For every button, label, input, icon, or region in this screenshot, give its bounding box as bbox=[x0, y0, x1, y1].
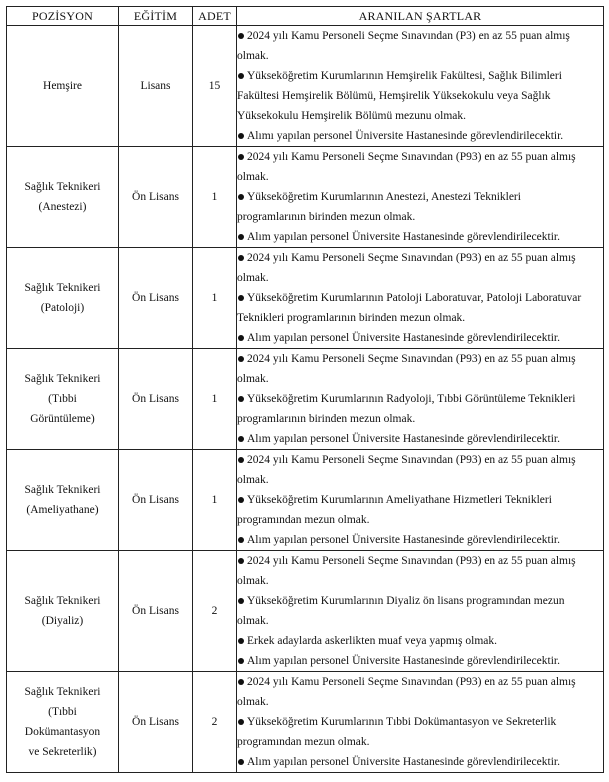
table-row bbox=[7, 349, 604, 450]
requirement-line bbox=[237, 510, 603, 530]
table-row bbox=[7, 26, 604, 147]
requirement-line bbox=[237, 672, 603, 692]
bullet-icon bbox=[238, 295, 244, 301]
requirements-cell bbox=[237, 26, 604, 147]
requirement-line bbox=[237, 66, 603, 86]
requirement-text: programından mezun olmak. bbox=[237, 736, 370, 748]
requirement-text: Yükseköğretim Kurumlarının Anestezi, Anestezi Teknikleri bbox=[247, 191, 521, 203]
requirement-line bbox=[237, 26, 603, 46]
requirement-line bbox=[237, 692, 603, 712]
bullet-icon bbox=[238, 497, 244, 503]
position-line: (Tıbbi bbox=[48, 706, 77, 718]
requirement-text: olmak. bbox=[237, 575, 269, 587]
requirement-text: 2024 yılı Kamu Personeli Seçme Sınavından (P93) en az 55 puan almış bbox=[247, 353, 576, 365]
requirements-cell bbox=[237, 349, 604, 450]
requirement-text: olmak. bbox=[237, 474, 269, 486]
requirement-line bbox=[237, 288, 603, 308]
requirement-line bbox=[237, 126, 603, 146]
requirements-table bbox=[6, 6, 604, 773]
bullet-icon bbox=[238, 638, 244, 644]
requirement-text: Alımı yapılan personel Üniversite Hastanesinde görevlendirilecektir. bbox=[247, 130, 564, 142]
count-cell: 2 bbox=[193, 551, 237, 672]
requirement-line bbox=[237, 450, 603, 470]
requirement-text: 2024 yılı Kamu Personeli Seçme Sınavından (P3) en az 55 puan almış bbox=[247, 30, 570, 42]
requirement-text: Yükseköğretim Kurumlarının Patoloji Laboratuvar, Patoloji Laboratuvar bbox=[247, 292, 582, 304]
position-cell bbox=[7, 147, 119, 248]
requirement-text: olmak. bbox=[237, 615, 269, 627]
requirement-line bbox=[237, 369, 603, 389]
header-education: EĞİTİM bbox=[119, 7, 193, 26]
requirement-line bbox=[237, 328, 603, 348]
requirements-cell bbox=[237, 551, 604, 672]
position-line: Sağlık Teknikeri bbox=[24, 373, 101, 385]
requirement-line bbox=[237, 409, 603, 429]
table-row bbox=[7, 147, 604, 248]
position-cell bbox=[7, 450, 119, 551]
requirement-line bbox=[237, 308, 603, 328]
requirements-cell bbox=[237, 450, 604, 551]
requirement-line bbox=[237, 167, 603, 187]
requirement-text: Yükseköğretim Kurumlarının Diyaliz ön lisans programından mezun bbox=[247, 595, 565, 607]
position-line: Sağlık Teknikeri bbox=[24, 595, 101, 607]
position-line: Sağlık Teknikeri bbox=[24, 484, 101, 496]
requirement-line bbox=[237, 591, 603, 611]
requirement-text: Yükseköğretim Kurumlarının Tıbbi Dokümantasyon ve Sekreterlik bbox=[247, 716, 557, 728]
bullet-icon bbox=[238, 33, 244, 39]
requirement-line bbox=[237, 752, 603, 772]
requirements-table-wrapper bbox=[6, 6, 604, 773]
education-cell: Ön Lisans bbox=[119, 450, 193, 551]
requirement-text: Alım yapılan personel Üniversite Hastanesinde görevlendirilecektir. bbox=[247, 534, 560, 546]
requirement-text: programlarının birinden mezun olmak. bbox=[237, 211, 416, 223]
position-line: Dokümantasyon bbox=[24, 726, 101, 738]
requirement-line bbox=[237, 248, 603, 268]
position-cell bbox=[7, 349, 119, 450]
bullet-icon bbox=[238, 194, 244, 200]
table-row bbox=[7, 551, 604, 672]
header-requirements: ARANILAN ŞARTLAR bbox=[237, 7, 604, 26]
education-cell: Lisans bbox=[119, 26, 193, 147]
position-line: Sağlık Teknikeri bbox=[24, 282, 101, 294]
table-body bbox=[7, 26, 604, 773]
requirement-line bbox=[237, 46, 603, 66]
table-row bbox=[7, 672, 604, 773]
position-cell bbox=[7, 26, 119, 147]
requirement-text: olmak. bbox=[237, 696, 269, 708]
requirement-line bbox=[237, 389, 603, 409]
requirement-line bbox=[237, 631, 603, 651]
requirement-line bbox=[237, 712, 603, 732]
requirement-line bbox=[237, 490, 603, 510]
position-line: ve Sekreterlik) bbox=[28, 746, 97, 758]
requirement-line bbox=[237, 86, 603, 106]
position-cell bbox=[7, 551, 119, 672]
requirements-cell bbox=[237, 672, 604, 773]
requirement-text: 2024 yılı Kamu Personeli Seçme Sınavından (P93) en az 55 puan almış bbox=[247, 555, 576, 567]
bullet-icon bbox=[238, 537, 244, 543]
bullet-icon bbox=[238, 759, 244, 765]
bullet-icon bbox=[238, 234, 244, 240]
requirement-line bbox=[237, 106, 603, 126]
education-cell: Ön Lisans bbox=[119, 147, 193, 248]
bullet-icon bbox=[238, 658, 244, 664]
count-cell: 1 bbox=[193, 147, 237, 248]
position-line: Sağlık Teknikeri bbox=[24, 181, 101, 193]
position-line: Görüntüleme) bbox=[30, 413, 95, 425]
requirement-line bbox=[237, 227, 603, 247]
requirement-text: programlarının birinden mezun olmak. bbox=[237, 413, 416, 425]
position-line: Hemşire bbox=[43, 80, 82, 92]
bullet-icon bbox=[238, 558, 244, 564]
position-line: (Ameliyathane) bbox=[26, 504, 99, 516]
bullet-icon bbox=[238, 73, 244, 79]
requirement-line bbox=[237, 207, 603, 227]
requirement-text: 2024 yılı Kamu Personeli Seçme Sınavından (P93) en az 55 puan almış bbox=[247, 252, 576, 264]
header-count: ADET bbox=[193, 7, 237, 26]
position-line: (Tıbbi bbox=[48, 393, 77, 405]
position-line: (Anestezi) bbox=[38, 201, 87, 213]
requirement-line bbox=[237, 268, 603, 288]
bullet-icon bbox=[238, 356, 244, 362]
requirements-cell bbox=[237, 248, 604, 349]
count-cell: 15 bbox=[193, 26, 237, 147]
table-row bbox=[7, 248, 604, 349]
bullet-icon bbox=[238, 679, 244, 685]
requirement-text: olmak. bbox=[237, 171, 269, 183]
requirement-text: Alım yapılan personel Üniversite Hastanesinde görevlendirilecektir. bbox=[247, 655, 560, 667]
bullet-icon bbox=[238, 154, 244, 160]
bullet-icon bbox=[238, 436, 244, 442]
position-cell bbox=[7, 672, 119, 773]
bullet-icon bbox=[238, 335, 244, 341]
requirement-line bbox=[237, 470, 603, 490]
requirement-text: Teknikleri programlarının birinden mezun olmak. bbox=[237, 312, 466, 324]
requirement-text: Fakültesi Hemşirelik Bölümü, Hemşirelik Yüksekokulu veya Sağlık bbox=[237, 90, 551, 102]
requirement-line bbox=[237, 651, 603, 671]
requirement-text: 2024 yılı Kamu Personeli Seçme Sınavından (P93) en az 55 puan almış bbox=[247, 676, 576, 688]
requirement-line bbox=[237, 429, 603, 449]
requirement-text: Yüksekokulu Hemşirelik Bölümü mezunu olmak. bbox=[237, 110, 467, 122]
bullet-icon bbox=[238, 598, 244, 604]
requirement-text: Alım yapılan personel Üniversite Hastanesinde görevlendirilecektir. bbox=[247, 756, 560, 768]
requirement-line bbox=[237, 349, 603, 369]
requirement-line bbox=[237, 571, 603, 591]
requirement-text: 2024 yılı Kamu Personeli Seçme Sınavından (P93) en az 55 puan almış bbox=[247, 151, 576, 163]
education-cell: Ön Lisans bbox=[119, 551, 193, 672]
requirement-text: olmak. bbox=[237, 373, 269, 385]
bullet-icon bbox=[238, 396, 244, 402]
requirement-text: Alım yapılan personel Üniversite Hastanesinde görevlendirilecektir. bbox=[247, 433, 560, 445]
requirement-text: Alım yapılan personel Üniversite Hastanesinde görevlendirilecektir. bbox=[247, 332, 560, 344]
requirement-text: olmak. bbox=[237, 50, 269, 62]
count-cell: 1 bbox=[193, 450, 237, 551]
header-position: POZİSYON bbox=[7, 7, 119, 26]
position-cell bbox=[7, 248, 119, 349]
bullet-icon bbox=[238, 719, 244, 725]
requirement-line bbox=[237, 551, 603, 571]
requirements-cell bbox=[237, 147, 604, 248]
bullet-icon bbox=[238, 457, 244, 463]
requirement-line bbox=[237, 147, 603, 167]
requirement-line bbox=[237, 611, 603, 631]
requirement-line bbox=[237, 530, 603, 550]
count-cell: 2 bbox=[193, 672, 237, 773]
requirement-line bbox=[237, 732, 603, 752]
requirement-line bbox=[237, 187, 603, 207]
requirement-text: Yükseköğretim Kurumlarının Radyoloji, Tıbbi Görüntüleme Teknikleri bbox=[247, 393, 576, 405]
requirement-text: 2024 yılı Kamu Personeli Seçme Sınavından (P93) en az 55 puan almış bbox=[247, 454, 576, 466]
bullet-icon bbox=[238, 133, 244, 139]
count-cell: 1 bbox=[193, 349, 237, 450]
bullet-icon bbox=[238, 255, 244, 261]
header-row bbox=[7, 7, 604, 26]
education-cell: Ön Lisans bbox=[119, 248, 193, 349]
requirement-text: Erkek adaylarda askerlikten muaf veya yapmış olmak. bbox=[247, 635, 498, 647]
position-line: (Diyaliz) bbox=[41, 615, 84, 627]
position-line: Sağlık Teknikeri bbox=[24, 686, 101, 698]
education-cell: Ön Lisans bbox=[119, 349, 193, 450]
requirement-text: Yükseköğretim Kurumlarının Hemşirelik Fakültesi, Sağlık Bilimleri bbox=[247, 70, 562, 82]
table-row bbox=[7, 450, 604, 551]
requirement-text: Alım yapılan personel Üniversite Hastanesinde görevlendirilecektir. bbox=[247, 231, 560, 243]
education-cell: Ön Lisans bbox=[119, 672, 193, 773]
position-line: (Patoloji) bbox=[40, 302, 85, 314]
requirement-text: programından mezun olmak. bbox=[237, 514, 370, 526]
requirement-text: Yükseköğretim Kurumlarının Ameliyathane Hizmetleri Teknikleri bbox=[247, 494, 552, 506]
count-cell: 1 bbox=[193, 248, 237, 349]
requirement-text: olmak. bbox=[237, 272, 269, 284]
